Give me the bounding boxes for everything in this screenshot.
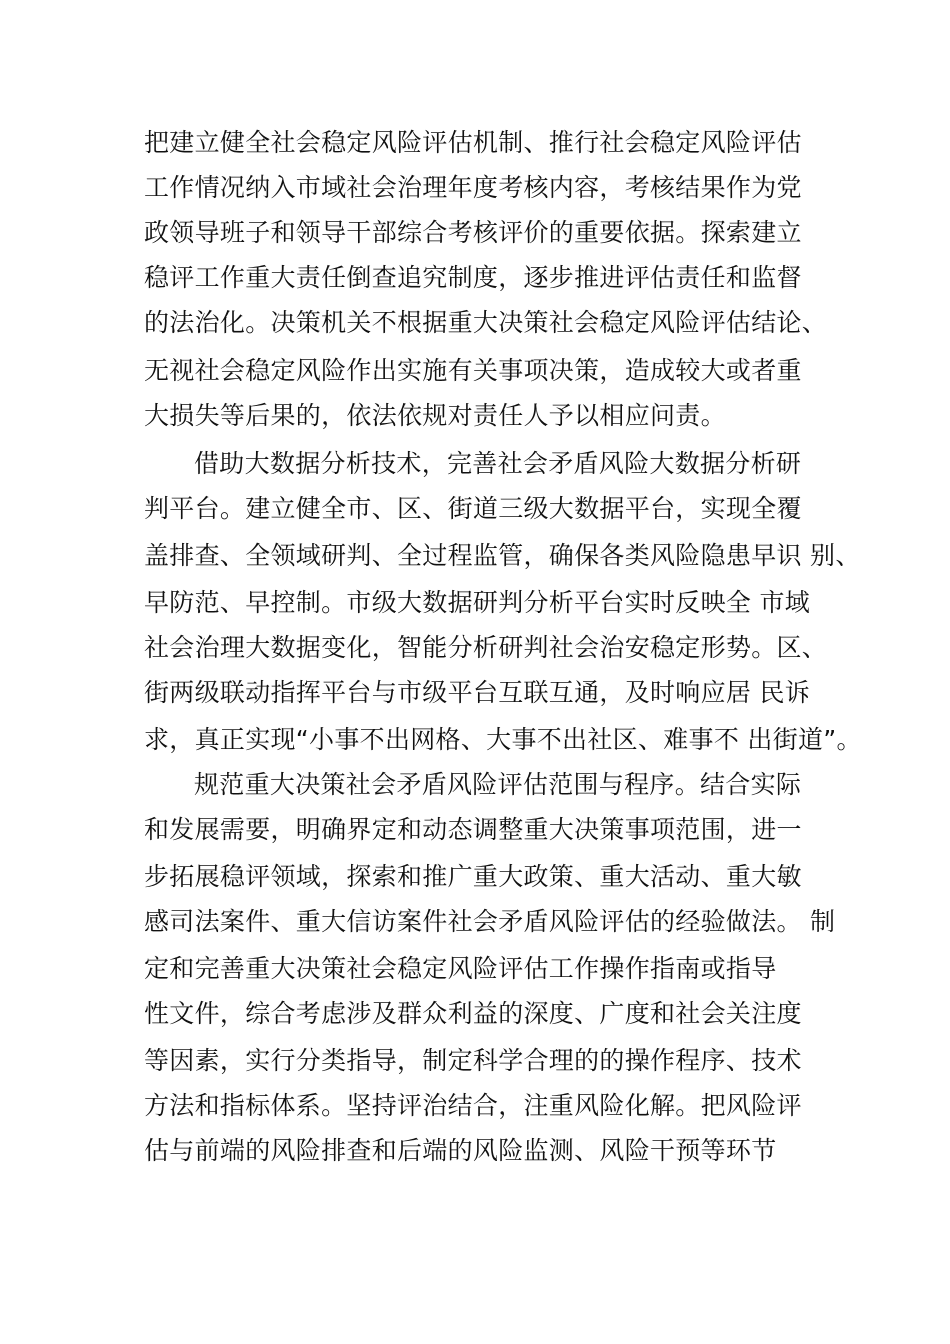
text-line: 把建立健全社会稳定风险评估机制、推行社会稳定风险评估: [144, 128, 802, 157]
text-line: 等因素，实行分类指导，制定科学合理的的操作程序、技术: [144, 1046, 802, 1075]
text-line: 街两级联动指挥平台与市级平台互联互通，及时响应居 民诉: [144, 678, 811, 707]
text-line: 稳评工作重大责任倒查追究制度，逐步推进评估责任和监督: [144, 263, 802, 292]
text-line: 判平台。建立健全市、区、街道三级大数据平台，实现全覆: [144, 494, 802, 523]
text-line: 早防范、早控制。市级大数据研判分析平台实时反映全 市域: [144, 588, 811, 617]
text-line: 求，真正实现“小事不出网格、大事不出社区、难事不 出街道”。: [144, 725, 862, 754]
paragraph-first-line: 规范重大决策社会矛盾风险评估范围与程序。结合实际: [194, 770, 802, 799]
text-line: 步拓展稳评领域，探索和推广重大政策、重大活动、重大敏: [144, 862, 802, 891]
text-line: 大损失等后果的，依法依规对责任人予以相应问责。: [144, 401, 726, 430]
text-line: 感司法案件、重大信访案件社会矛盾风险评估的经验做法。 制: [144, 907, 836, 936]
text-line: 和发展需要，明确界定和动态调整重大决策事项范围，进一: [144, 815, 802, 844]
text-line: 社会治理大数据变化，智能分析研判社会治安稳定形势。区、: [144, 633, 828, 662]
text-line: 估与前端的风险排查和后端的风险监测、风险干预等环节: [144, 1136, 777, 1165]
text-line: 的法治化。决策机关不根据重大决策社会稳定风险评估结论、: [144, 308, 828, 337]
text-line: 定和完善重大决策社会稳定风险评估工作操作指南或指导: [144, 954, 777, 983]
text-line: 政领导班子和领导干部综合考核评价的重要依据。探索建立: [144, 218, 802, 247]
text-line: 性文件，综合考虑涉及群众利益的深度、广度和社会关注度: [144, 999, 802, 1028]
text-line: 方法和指标体系。坚持评治结合，注重风险化解。把风险评: [144, 1091, 802, 1120]
text-line: 工作情况纳入市域社会治理年度考核内容，考核结果作为党: [144, 173, 802, 202]
text-line: 无视社会稳定风险作出实施有关事项决策，造成较大或者重: [144, 356, 802, 385]
paragraph-first-line: 借助大数据分析技术，完善社会矛盾风险大数据分析研: [194, 449, 802, 478]
text-line: 盖排查、全领域研判、全过程监管，确保各类风险隐患早识 别、: [144, 541, 861, 570]
